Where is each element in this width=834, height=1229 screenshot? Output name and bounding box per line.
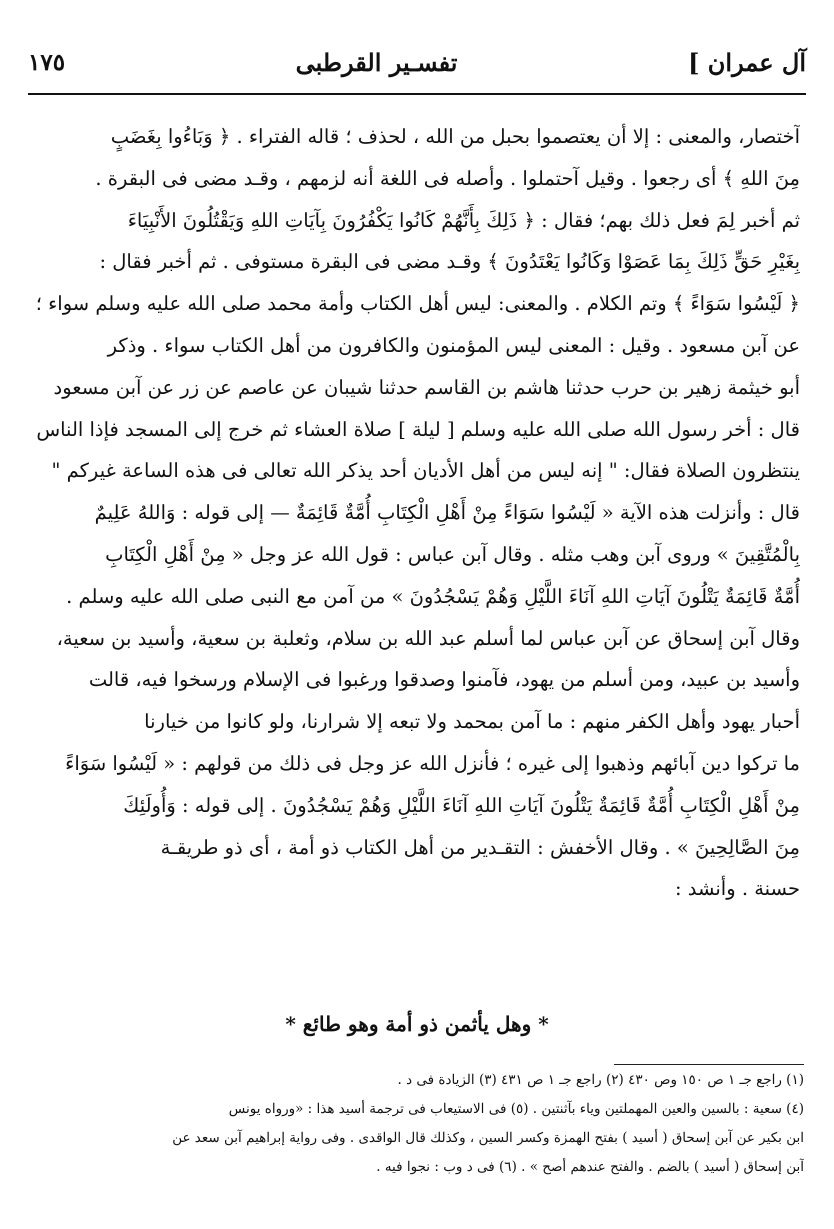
- page-number: ١٧٥: [28, 48, 66, 76]
- body-line: وقال آبن إسحاق عن آبن عباس لما أسلم عبد الله بن سلام، وثعلبة بن سعية، وأسيد بن سعية،: [56, 626, 800, 650]
- footnote-line: ابن بكير عن آبن إسحاق ( أسيد ) بفتح الهمزة وكسر السين ، وكذلك قال الواقدى . وفى رواية إبراهيم آبن سعد عن: [172, 1130, 804, 1146]
- body-line: بِالْمُتَّقِينَ » وروى آبن وهب مثله . وقال آبن عباس : قول الله عز وجل « مِنْ أَهْلِ الْكِتَابِ: [105, 542, 800, 566]
- body-line: عن آبن مسعود . وقيل : المعنى ليس المؤمنون والكافرون من أهل الكتاب سواء . وذكر: [107, 333, 800, 357]
- poetry-verse: * وهل يأثمن ذو أمة وهو طائع *: [285, 1012, 549, 1036]
- header-rule: [28, 93, 806, 95]
- body-line: آختصار، والمعنى : إلا أن يعتصموا بحبل من الله ، لحذف ؛ قاله الفتراء . ﴿ وَبَاءُوا بِغَضَبٍ: [110, 125, 800, 148]
- body-line: ﴿ لَيْسُوا سَوَاءً ﴾ وتم الكلام . والمعنى: ليس أهل الكتاب وأمة محمد صلى الله عليه وسلم سواء ؛: [35, 292, 800, 316]
- body-line: مِنْ أَهْلِ الْكِتَابِ أُمَّةٌ قَائِمَةٌ يَتْلُونَ آيَاتِ اللهِ آنَاءَ اللَّيْلِ وَهُمْ يَسْجُدُونَ . إلى قوله : وَأُولَئِكَ: [123, 793, 800, 817]
- body-line: مِنَ الصَّالِحِينَ » . وقال الأخفش : التقـدير من أهل الكتاب ذو أمة ، أى ذو طريقـة: [160, 835, 800, 859]
- body-line: قال : وأنزلت هذه الآية « لَيْسُوا سَوَاءً مِنْ أَهْلِ الْكِتَابِ أُمَّةٌ قَائِمَةٌ — إلى قوله : وَاللهُ عَلِيمٌ: [94, 501, 800, 525]
- body-line: وأسيد بن عبيد، ومن أسلم من يهود، فآمنوا وصدقوا ورغبوا فى الإسلام ورسخوا فيه، قالت: [88, 668, 800, 692]
- body-line: أُمَّةٌ قَائِمَةٌ يَتْلُونَ آيَاتِ اللهِ آنَاءَ اللَّيْلِ وَهُمْ يَسْجُدُونَ » من آمن مع النبى صلى الله عليه وسلم .: [66, 584, 800, 608]
- body-text: [34, 116, 800, 910]
- surah-heading: آل عمران ]: [688, 47, 806, 77]
- footnote-rule: [614, 1064, 804, 1065]
- footnote-line: آبن إسحاق ( أسيد ) بالضم . والفتح عندهم أصح » . (٦) فى د وب : نجوا فيه .: [376, 1159, 804, 1175]
- book-title: تفسـير القرطبى: [295, 47, 458, 77]
- footnotes: [30, 1066, 804, 1182]
- body-line: ينتظرون الصلاة فقال: " إنه ليس من أهل الأديان أحد يذكر الله تعالى فى هذه الساعة غيركم ": [51, 459, 800, 483]
- body-line: ما تركوا دين آبائهم وذهبوا إلى غيره ؛ فأنزل الله عز وجل فى ذلك من قولهم : « لَيْسُوا سَوَاءً: [65, 751, 800, 775]
- body-line: قال : أخر رسول الله صلى الله عليه وسلم [ ليلة ] صلاة العشاء ثم خرج إلى المسجد فإذا الناس: [36, 417, 800, 441]
- body-line: مِنَ اللهِ ﴾ أى رجعوا . وقيل آحتملوا . وأصله فى اللغة أنه لزمهم ، وقـد مضى فى البقرة .: [95, 166, 800, 190]
- body-line: حسنة . وأنشد :: [674, 877, 800, 901]
- footnote-line: (٤) سعية : بالسين والعين المهملتين وياء بآثنتين . (٥) فى الاستيعاب فى ترجمة أسيد هذا : «ورواه يونس: [228, 1101, 804, 1117]
- body-line: أبو خيثمة زهير بن حرب حدثنا هاشم بن القاسم حدثنا شيبان عن عاصم عن زر عن آبن مسعود: [53, 375, 800, 399]
- footnote-line: (١) راجع جـ ١ ص ١٥٠ وص ٤٣٠ (٢) راجع جـ ١ ص ٤٣١ (٣) الزيادة فى د .: [397, 1072, 804, 1088]
- body-line: ثم أخبر لِمَ فعل ذلك بهم؛ فقال : ﴿ ذَلِكَ بِأَنَّهُمْ كَانُوا يَكْفُرُونَ بِآيَاتِ اللهِ وَيَقْتُلُونَ الأَنْبِيَاءَ: [127, 208, 800, 232]
- body-line: بِغَيْرِ حَقٍّ ذَلِكَ بِمَا عَصَوْا وَكَانُوا يَعْتَدُونَ ﴾ وقـد مضى فى البقرة مستوفى . ثم أخبر فقال :: [99, 250, 800, 274]
- body-line: أحبار يهود وأهل الكفر منهم : ما آمن بمحمد ولا تبعه إلا شرارنا، ولو كانوا من خيارنا: [144, 710, 800, 734]
- page-header: [28, 40, 806, 84]
